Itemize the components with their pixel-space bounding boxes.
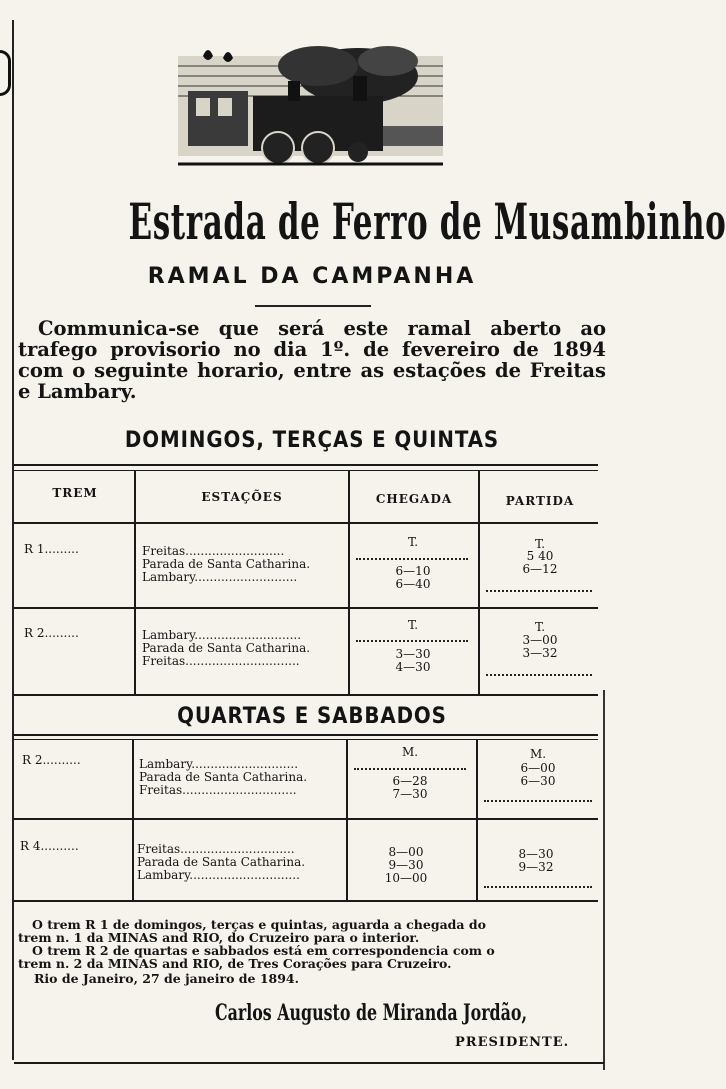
dateline: Rio de Janeiro, 27 de janeiro de 1894. — [34, 971, 299, 986]
table1-top-rule — [14, 464, 598, 466]
departure-time: 6—00 — [520, 761, 556, 775]
footnote-line: trem n. 1 da MINAS and RIO, do Cruzeiro para o interior. — [18, 930, 420, 945]
station-cell: Parada de Santa Catharina. — [137, 855, 306, 869]
dotted-leader — [486, 674, 592, 676]
departure-time: 9—32 — [518, 860, 554, 874]
table-row-trem: R 2.......... — [22, 753, 81, 767]
time-marker: T. — [534, 537, 546, 551]
footnote-line: O trem R 2 de quartas e sabbados está em correspondencia com o — [32, 943, 495, 958]
station-cell: Parada de Santa Catharina. — [142, 557, 311, 571]
col-header-trem: TREM — [52, 486, 98, 500]
arrival-time: 10—00 — [384, 871, 428, 885]
table2-top-rule — [14, 734, 598, 736]
table2-bottom-rule — [14, 900, 598, 902]
departure-time: 3—00 — [522, 633, 558, 647]
intro-paragraph: Communica-se que será este ramal aberto ao trafego provisorio no dia 1º. de fevereiro de 1894 com o seguinte horario, entre as estações de Freitas e Lambary. — [18, 317, 606, 403]
ad-bottom-rule — [14, 1062, 604, 1064]
arrival-time: 8—00 — [388, 845, 424, 859]
title-divider — [255, 305, 371, 307]
station-cell: Lambary............................. — [137, 868, 300, 882]
departure-time: 5 40 — [526, 549, 554, 563]
dotted-leader — [484, 886, 592, 888]
column-rule-right — [603, 690, 605, 1070]
col-header-partida: PARTIDA — [505, 494, 575, 508]
station-cell: Freitas.............................. — [137, 842, 295, 856]
departure-time: 8—30 — [518, 847, 554, 861]
table2-col-divider-2 — [346, 740, 348, 900]
station-cell: Freitas.............................. — [139, 783, 297, 797]
arrival-time: 4—30 — [395, 660, 431, 674]
table2-top-rule-thin — [14, 739, 598, 740]
ad-subtitle: RAMAL DA CAMPANHA — [147, 264, 477, 289]
footnote-line: trem n. 2 da MINAS and RIO, de Tres Corações para Cruzeiro. — [18, 956, 452, 971]
station-cell: Freitas.............................. — [142, 654, 300, 668]
signature-name: Carlos Augusto de Miranda Jordão, — [215, 1000, 527, 1026]
column-rule-left — [12, 20, 14, 1060]
table-row-trem: R 4.......... — [20, 839, 79, 853]
col-header-estacoes: ESTAÇÕES — [201, 490, 283, 504]
newspaper-ad-title: Estrada de Ferro de Musambinho — [128, 192, 726, 251]
table2-col-divider-1 — [132, 740, 134, 900]
edge-glyph — [0, 50, 11, 96]
table2-row-rule — [14, 818, 598, 820]
station-cell: Parada de Santa Catharina. — [139, 770, 308, 784]
arrival-time: 6—40 — [395, 577, 431, 591]
time-marker: T. — [407, 618, 419, 632]
col-header-chegada: CHEGADA — [375, 492, 453, 506]
arrival-time: 6—28 — [392, 774, 428, 788]
departure-time: 3—32 — [522, 646, 558, 660]
departure-time: 6—12 — [522, 562, 558, 576]
station-cell: Parada de Santa Catharina. — [142, 641, 311, 655]
dotted-leader — [356, 558, 468, 560]
signature-role: PRESIDENTE. — [455, 1035, 570, 1050]
dotted-leader — [354, 768, 466, 770]
table-row-trem: R 2......... — [24, 626, 79, 640]
station-cell: Lambary............................ — [142, 628, 302, 642]
table2-col-divider-3 — [476, 740, 478, 900]
departure-time: 6—30 — [520, 774, 556, 788]
arrival-time: 3—30 — [395, 647, 431, 661]
dotted-leader — [356, 640, 468, 642]
table1-bottom-rule — [14, 694, 598, 696]
dotted-leader — [484, 800, 592, 802]
table2-heading: QUARTAS E SABBADOS — [177, 704, 447, 729]
dotted-leader — [486, 590, 592, 592]
footnote-line: O trem R 1 de domingos, terças e quintas, aguarda a chegada do — [32, 917, 486, 932]
time-marker: M. — [529, 747, 547, 761]
arrival-time: 6—10 — [395, 564, 431, 578]
arrival-time: 9—30 — [388, 858, 424, 872]
table1-header-rule — [14, 522, 598, 524]
station-cell: Lambary........................... — [142, 570, 298, 584]
time-marker: T. — [407, 535, 419, 549]
arrival-time: 7—30 — [392, 787, 428, 801]
time-marker: T. — [534, 620, 546, 634]
table1-heading: DOMINGOS, TERÇAS E QUINTAS — [124, 428, 500, 453]
time-marker: M. — [401, 745, 419, 759]
station-cell: Freitas.......................... — [142, 544, 285, 558]
locomotive-engraving — [178, 36, 443, 176]
station-cell: Lambary............................ — [139, 757, 299, 771]
table-row-trem: R 1......... — [24, 542, 79, 556]
table1-row-rule — [14, 607, 598, 609]
table1-top-rule-thin — [14, 470, 598, 471]
